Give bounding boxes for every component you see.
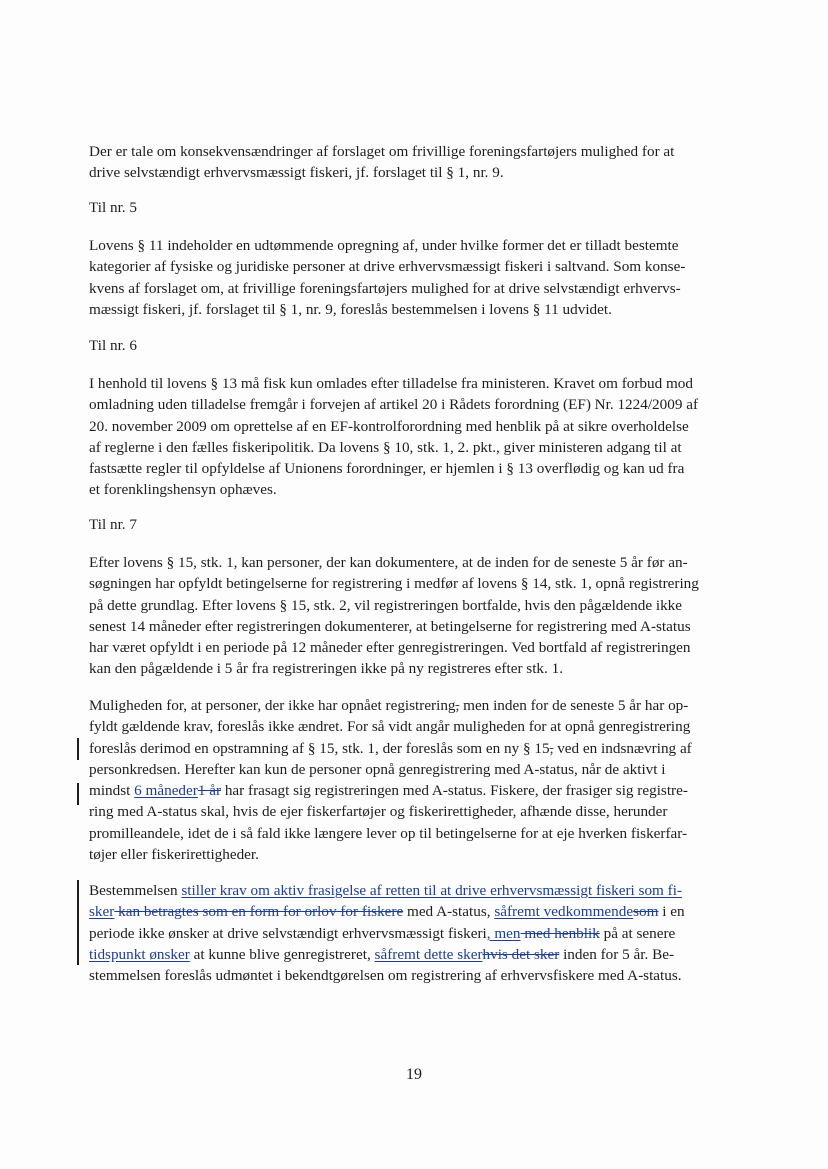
text-line [89,780,725,801]
deleted-text: med henblik [520,924,600,942]
deleted-text: , [455,697,460,714]
text-line: af reglerne i den fælles fiskeripolitik. Da lovens § 10, stk. 1, 2. pkt., giver ministeren adgang til at [89,438,682,456]
text-line: på dette grundlag. Efter lovens § 15, stk. 2, vil registreringen bortfalde, hvis den pågældende ikke [89,596,683,614]
text-line: Der er tale om konsekvensændringer af forslaget om frivillige foreningsfartøjers mulighed for at [89,143,675,160]
text-run: Bestemmelsen [89,882,182,899]
text-line: 20. november 2009 om oprettelse af en EF-kontrolforordning med henblik på at sikre overholdelse [89,417,689,435]
inserted-text: stiller krav om aktiv frasigelse af retten til at drive erhvervsmæssigt fiskeri som fi- [181,882,683,899]
inserted-text: tidspunkt ønsker [89,945,190,963]
text-line: søgningen har opfyldt betingelserne for registrering i medfør af lovens § 14, stk. 1, opnå registrering [89,575,699,593]
deleted-text: , [549,739,554,757]
paragraph-nr-6 [89,373,725,501]
paragraph-muligheden [89,695,725,865]
text-line: kvens af forslaget om, at frivillige foreningsfartøjers mulighed for at drive selvstændigt erhvervs- [89,279,681,297]
paragraph-nr-7 [89,552,725,680]
text-line: stemmelsen foreslås udmøntet i bekendtgørelsen om registrering af erhvervsfiskere med A-status. [89,967,682,985]
change-bar [77,738,79,760]
text-line [89,923,725,944]
text-run: med A-status, [403,903,495,921]
text-run: på at senere [599,924,676,942]
heading-til-nr-5: Til nr. 5 [89,199,137,216]
text-line: fyldt gældende krav, foreslås ikke ændret. For så vidt angår muligheden for at opnå genregistrering [89,718,691,736]
text-line [89,944,725,965]
text-line: et forenklingshensyn ophæves. [89,481,277,499]
text-run: mindst [89,782,135,800]
inserted-text: såfremt dette sker [374,945,483,963]
text-line: personkredsen. Herefter kan kun de personer opnå genregistrering med A-status, når de aktivt i [89,760,666,778]
text-run: i en [658,903,685,921]
paragraph-intro [89,141,725,184]
text-line [89,695,725,716]
deleted-text: som [633,903,659,921]
text-line: Lovens § 11 indeholder en udtømmende opregning af, under hvilke former det er tilladt bestemte [89,237,679,254]
text-line: drive selvstændigt erhvervsmæssigt fiskeri, jf. forslaget til § 1, nr. 9. [89,164,504,182]
text-run: at kunne blive genregistreret, [189,945,375,963]
text-line [89,738,725,759]
text-line: fastsætte regler til opfyldelse af Unionens forordninger, er hjemlen i § 13 overflødig og kan ud fra [89,460,685,478]
paragraph-nr-5 [89,235,725,320]
text-line: kan den pågældende i 5 år fra registreringen ikke på ny registreres efter stk. 1. [89,660,564,678]
heading-til-nr-7: Til nr. 7 [89,516,137,533]
heading-til-nr-6: Til nr. 6 [89,337,137,354]
inserted-text: 6 måneder [134,782,198,800]
text-line: senest 14 måneder efter registreringen dokumenterer, at betingelserne for registrering med A-status [89,617,691,635]
text-line [89,901,725,922]
deleted-text: kan betragtes som en form for orlov for fiskere [114,903,404,921]
change-bar [77,783,79,805]
text-line: mæssigt fiskeri, jf. forslaget til § 1, nr. 9, foreslås bestemmelsen i lovens § 11 udvidet. [89,300,612,318]
text-run: men inden for de seneste 5 år har op- [459,697,689,714]
text-line: Efter lovens § 15, stk. 1, kan personer, der kan dokumentere, at de inden for de seneste 5 år før an- [89,554,688,571]
deleted-text: 1 år [197,782,222,800]
text-run: foreslås derimod en opstramning af § 15, stk. 1, der foreslås som en ny § 15 [89,739,550,757]
text-run: ved en indsnævring af [553,739,692,757]
text-run: har frasagt sig registreringen med A-status. Fiskere, der frasiger sig registre- [221,782,688,800]
text-line: tøjer eller fiskerirettigheder. [89,846,259,864]
paragraph-bestemmelsen [89,880,725,986]
inserted-text: såfremt vedkommende [494,903,634,921]
inserted-text: , men [486,924,521,942]
text-run: Muligheden for, at personer, der ikke har opnået registrering [89,697,456,714]
change-bar [77,880,79,965]
inserted-text: sker [89,903,115,921]
text-run: periode ikke ønsker at drive selvstændigt erhvervsmæssigt fiskeri [89,924,487,942]
page-number: 19 [406,1066,422,1083]
text-line: har været opfyldt i en periode på 12 måneder efter genregistreringen. Ved bortfald af registreringen [89,639,691,657]
text-line [89,880,725,901]
text-run: inden for 5 år. Be- [559,945,674,963]
text-line: I henhold til lovens § 13 må fisk kun omlades efter tilladelse fra ministeren. Kravet om forbud mod [89,375,693,392]
deleted-text: hvis det sker [482,945,560,963]
text-line: omladning uden tilladelse fremgår i forvejen af artikel 20 i Rådets forordning (EF) Nr. 1224/2009 af [89,396,699,414]
text-line: promilleandele, idet de i så fald ikke længere lever op til betingelserne for at eje hverken fiskerfar- [89,824,688,842]
text-line: ring med A-status skal, hvis de ejer fiskerfartøjer og fiskerirettigheder, afhænde disse, herunder [89,803,668,821]
text-line: kategorier af fysiske og juridiske personer at drive erhvervsmæssigt fiskeri i saltvand. Som konse- [89,258,686,276]
